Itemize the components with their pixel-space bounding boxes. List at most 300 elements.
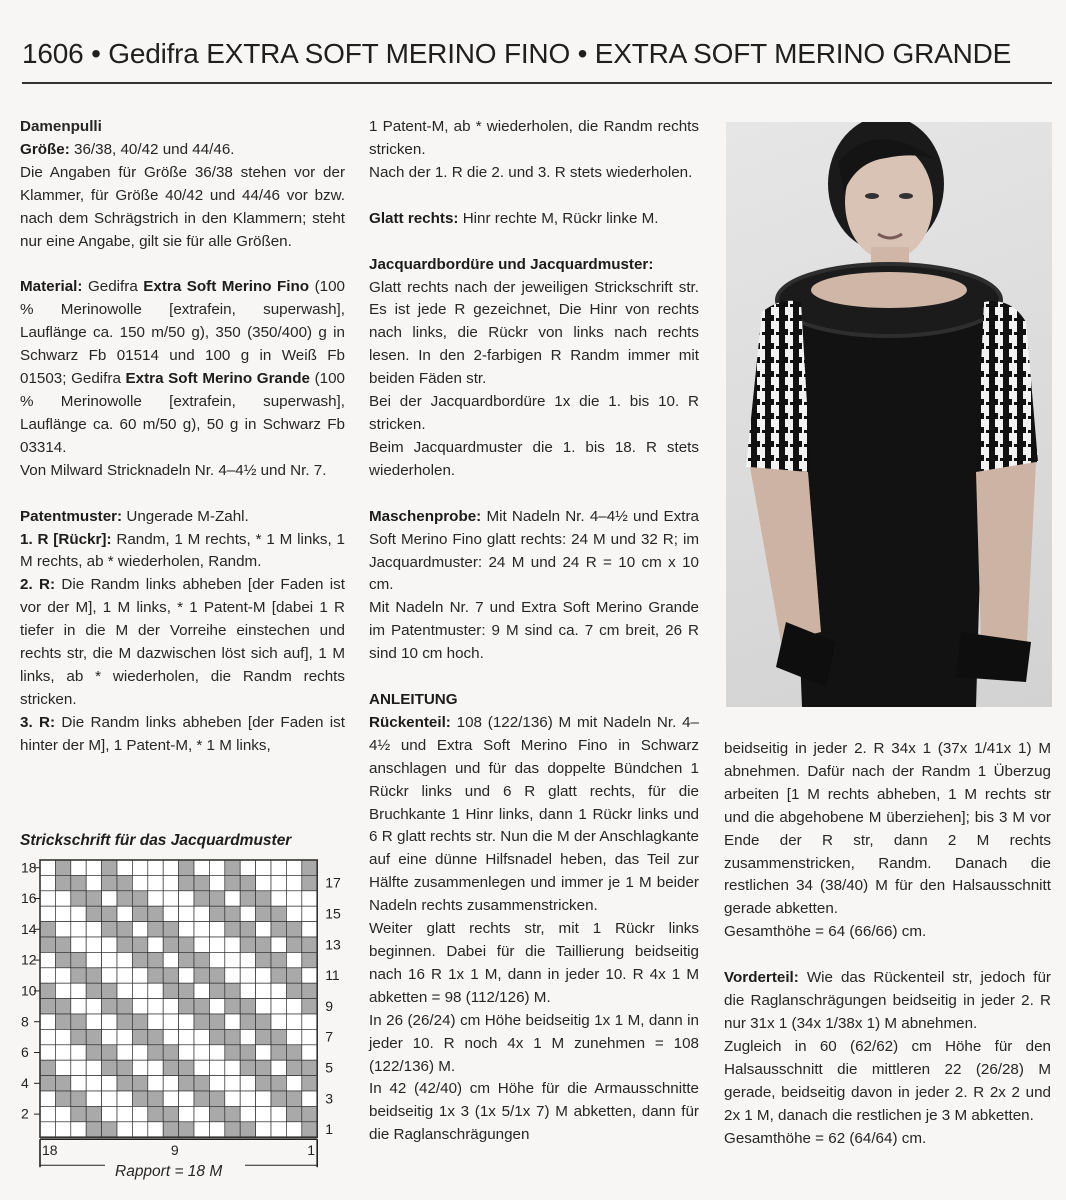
- chart-cell: [240, 968, 255, 983]
- patent-cont-text: 1 Patent-M, ab * wiederholen, die Randm rechts stricken.: [369, 118, 699, 158]
- chart-cell: [71, 1091, 86, 1106]
- chart-cell: [302, 937, 317, 952]
- chart-cell: [302, 1076, 317, 1091]
- chart-cell: [40, 891, 55, 906]
- chart-cell: [302, 1045, 317, 1060]
- chart-cell: [163, 1029, 178, 1044]
- chart-cell: [271, 1045, 286, 1060]
- chart-cell: [302, 906, 317, 921]
- chart-cell: [240, 875, 255, 890]
- column-3: [724, 738, 1051, 1150]
- chart-cell: [225, 1029, 240, 1044]
- chart-cell: [271, 1091, 286, 1106]
- chart-cell: [286, 1045, 301, 1060]
- chart-cell: [132, 968, 147, 983]
- chart-cell: [271, 968, 286, 983]
- chart-cell: [194, 1076, 209, 1091]
- chart-cell: [117, 1014, 132, 1029]
- chart-cell: [117, 937, 132, 952]
- chart-cell: [86, 906, 101, 921]
- chart-cell: [117, 1122, 132, 1137]
- chart-cell: [148, 922, 163, 937]
- patent-line: Patentmuster: Ungerade M-Zahl.: [20, 507, 249, 525]
- chart-cell: [132, 1106, 147, 1121]
- chart-cell: [71, 1045, 86, 1060]
- needles-text: Von Milward Stricknadeln Nr. 4–4½ und Nr. 7.: [20, 461, 327, 479]
- chart-cell: [71, 1122, 86, 1137]
- chart-cell: [225, 1106, 240, 1121]
- hoehe42-text: In 42 (42/40) cm Höhe für die Armausschnitte beidseitig 1x 3 (1x 5/1x 7) M abketten, dann für die Raglanschrägungen: [369, 1080, 699, 1144]
- chart-cell: [132, 1060, 147, 1075]
- chart-cell: [302, 983, 317, 998]
- chart-cell: [102, 1060, 117, 1075]
- chart-left-label: 6: [21, 1044, 29, 1061]
- chart-cell: [286, 1014, 301, 1029]
- chart-cell: [40, 922, 55, 937]
- chart-cell: [163, 860, 178, 875]
- probe-text-2: Mit Nadeln Nr. 7 und Extra Soft Merino Grande im Patentmuster: 9 M sind ca. 7 cm breit, 26 R sind 10 cm hoch.: [369, 599, 699, 663]
- chart-cell: [71, 891, 86, 906]
- chart-right-label: 9: [325, 997, 333, 1014]
- chart-cell: [256, 968, 271, 983]
- chart-cell: [256, 937, 271, 952]
- chart-cell: [194, 860, 209, 875]
- chart-cell: [117, 1091, 132, 1106]
- chart-cell: [132, 891, 147, 906]
- chart-cell: [271, 983, 286, 998]
- chart-cell: [132, 875, 147, 890]
- chart-cell: [256, 1091, 271, 1106]
- chart-cell: [256, 906, 271, 921]
- chart-cell: [86, 999, 101, 1014]
- chart-cell: [117, 999, 132, 1014]
- chart-cell: [148, 1029, 163, 1044]
- chart-cell: [86, 891, 101, 906]
- chart-cell: [240, 999, 255, 1014]
- chart-cell: [71, 952, 86, 967]
- chart-cell: [271, 922, 286, 937]
- chart-cell: [286, 891, 301, 906]
- chart-cell: [102, 983, 117, 998]
- title-rule: [22, 82, 1052, 84]
- chart-cell: [55, 999, 70, 1014]
- chart-cell: [209, 891, 224, 906]
- chart-cell: [286, 860, 301, 875]
- chart-cell: [148, 1076, 163, 1091]
- chart-cell: [286, 1091, 301, 1106]
- chart-cell: [40, 1122, 55, 1137]
- chart-cell: [286, 1106, 301, 1121]
- chart-cell: [148, 906, 163, 921]
- size-line: Größe: 36/38, 40/42 und 44/46.: [20, 140, 235, 158]
- chart-cell: [209, 999, 224, 1014]
- chart-cell: [86, 1060, 101, 1075]
- chart-cell: [179, 1091, 194, 1106]
- chart-bottom-label: 9: [170, 1142, 179, 1159]
- chart-cell: [40, 875, 55, 890]
- chart-cell: [240, 1076, 255, 1091]
- chart-cell: [271, 1014, 286, 1029]
- chart-cell: [256, 999, 271, 1014]
- chart-cell: [194, 983, 209, 998]
- chart-cell: [194, 1014, 209, 1029]
- chart-cell: [102, 891, 117, 906]
- chart-left-label: 16: [21, 890, 37, 907]
- chart-cell: [194, 968, 209, 983]
- chart-cell: [302, 1106, 317, 1121]
- chart-cell: [71, 999, 86, 1014]
- chart-cell: [55, 983, 70, 998]
- chart-cell: [194, 1045, 209, 1060]
- chart-cell: [194, 906, 209, 921]
- rapport-label: Rapport = 18 M: [115, 1163, 223, 1180]
- chart-cell: [225, 891, 240, 906]
- chart-cell: [102, 860, 117, 875]
- chart-right-label: 11: [325, 967, 340, 984]
- chart-cell: [240, 1106, 255, 1121]
- muster-text: Beim Jacquardmuster die 1. bis 18. R stets wiederholen.: [369, 438, 699, 479]
- model-photo: [726, 122, 1052, 707]
- chart-cell: [302, 952, 317, 967]
- chart-cell: [86, 1106, 101, 1121]
- chart-cell: [148, 1060, 163, 1075]
- chart-cell: [55, 891, 70, 906]
- chart-cell: [271, 1122, 286, 1137]
- chart-cell: [271, 891, 286, 906]
- chart-cell: [86, 922, 101, 937]
- chart-cell: [132, 952, 147, 967]
- chart-cell: [240, 937, 255, 952]
- chart-cell: [209, 906, 224, 921]
- chart-cell: [117, 875, 132, 890]
- chart-cell: [86, 1122, 101, 1137]
- jacquard-heading: Jacquardbordüre und Jacquardmuster:: [369, 255, 654, 273]
- chart-cell: [179, 1045, 194, 1060]
- chart-cell: [271, 1029, 286, 1044]
- chart-cell: [302, 922, 317, 937]
- chart-cell: [40, 1014, 55, 1029]
- chart-cell: [194, 937, 209, 952]
- chart-cell: [55, 1122, 70, 1137]
- chart-cell: [55, 860, 70, 875]
- chart-cell: [132, 1029, 147, 1044]
- chart-cell: [302, 1122, 317, 1137]
- chart-cell: [86, 1045, 101, 1060]
- chart-cell: [40, 983, 55, 998]
- chart-cell: [209, 1045, 224, 1060]
- chart-cell: [209, 1014, 224, 1029]
- chart-cell: [71, 1060, 86, 1075]
- chart-cell: [117, 952, 132, 967]
- chart-cell: [40, 860, 55, 875]
- chart-cell: [194, 1091, 209, 1106]
- chart-cell: [209, 952, 224, 967]
- chart-cell: [55, 1076, 70, 1091]
- chart-cell: [71, 968, 86, 983]
- chart-cell: [71, 937, 86, 952]
- total-height-text: Gesamthöhe = 64 (66/66) cm.: [724, 923, 927, 941]
- chart-cell: [240, 906, 255, 921]
- chart-cell: [117, 1076, 132, 1091]
- chart-cell: [179, 1014, 194, 1029]
- chart-cell: [179, 983, 194, 998]
- raglan-cont-text: beidseitig in jeder 2. R 34x 1 (37x 1/41x 1) M abnehmen. Dafür nach der Randm 1 Überzug arbeiten [1 M rechts abheben, 1 M rechts str und die abgehobene M überziehen]; bis 3 M vor Ende der R str, dann 2 M rechts zusammenstricken, Randm. Danach die restlichen 34 (38/40) M für den Halsausschnitt gerade abketten.: [724, 740, 1051, 918]
- chart-cell: [225, 1060, 240, 1075]
- chart-cell: [132, 983, 147, 998]
- chart-cell: [225, 1122, 240, 1137]
- chart-cell: [40, 906, 55, 921]
- chart-cell: [271, 1106, 286, 1121]
- chart-cell: [240, 1122, 255, 1137]
- chart-cell: [102, 1014, 117, 1029]
- chart-cell: [40, 937, 55, 952]
- chart-cell: [209, 937, 224, 952]
- chart-cell: [102, 937, 117, 952]
- chart-cell: [271, 906, 286, 921]
- chart-cell: [86, 875, 101, 890]
- chart-cell: [209, 983, 224, 998]
- chart-cell: [163, 952, 178, 967]
- chart-cell: [179, 968, 194, 983]
- chart-cell: [148, 968, 163, 983]
- chart-cell: [71, 1106, 86, 1121]
- chart-cell: [132, 1014, 147, 1029]
- chart-cell: [148, 983, 163, 998]
- chart-cell: [148, 891, 163, 906]
- chart-cell: [102, 968, 117, 983]
- chart-cell: [271, 952, 286, 967]
- chart-cell: [225, 922, 240, 937]
- size-text: Die Angaben für Größe 36/38 stehen vor der Klammer, für Größe 40/42 und 44/46 vor bzw. nach dem Schrägstrich in den Klammern; steht nur eine Angabe, gilt sie für alle Größen.: [20, 163, 345, 250]
- chart-cell: [194, 952, 209, 967]
- chart-cell: [225, 1076, 240, 1091]
- row3-text: 3. R: Die Randm links abheben [der Faden ist hinter der M], 1 Patent-M, * 1 M links,: [20, 713, 345, 754]
- chart-cell: [163, 1014, 178, 1029]
- chart-cell: [55, 1014, 70, 1029]
- chart-cell: [179, 860, 194, 875]
- chart-cell: [240, 952, 255, 967]
- chart-cell: [71, 1029, 86, 1044]
- chart-cell: [117, 1029, 132, 1044]
- row2-text: 2. R: Die Randm links abheben [der Faden ist vor der M], 1 M links, * 1 Patent-M [dabei 1 R tiefer in die M der Vorreihe einstechen und rechts str, die M dazwischen löst sich auf], 1 M links, ab * wiederholen, die Randm rechts stricken.: [20, 576, 345, 708]
- chart-cell: [86, 860, 101, 875]
- chart-cell: [225, 860, 240, 875]
- chart-cell: [209, 922, 224, 937]
- chart-cell: [179, 891, 194, 906]
- chart-left-label: 4: [21, 1074, 29, 1091]
- chart-cell: [271, 860, 286, 875]
- chart-cell: [240, 983, 255, 998]
- chart-cell: [55, 968, 70, 983]
- row1-text: 1. R [Rückr]: Randm, 1 M rechts, * 1 M links, 1 M rechts, ab * wiederholen, Randm.: [20, 530, 345, 571]
- chart-cell: [256, 1076, 271, 1091]
- chart-cell: [209, 875, 224, 890]
- chart-cell: [148, 937, 163, 952]
- chart-cell: [71, 860, 86, 875]
- chart-cell: [40, 968, 55, 983]
- chart-cell: [179, 922, 194, 937]
- chart-cell: [209, 1106, 224, 1121]
- chart-cell: [286, 952, 301, 967]
- chart-cell: [256, 1014, 271, 1029]
- chart-cell: [286, 922, 301, 937]
- chart-cell: [40, 1076, 55, 1091]
- chart-cell: [102, 906, 117, 921]
- chart-cell: [302, 968, 317, 983]
- chart-cell: [302, 860, 317, 875]
- chart-cell: [163, 875, 178, 890]
- chart-cell: [55, 1091, 70, 1106]
- chart-bottom-label: 1: [307, 1142, 315, 1159]
- vorderteil-text: Vorderteil: Wie das Rückenteil str, jedoch für die Raglanschrägungen beidseitig in jeder 2. R nur 31x 1 (34x 1/38x 1) M abnehmen.: [724, 969, 1051, 1032]
- chart-cell: [86, 1029, 101, 1044]
- chart-cell: [194, 891, 209, 906]
- chart-cell: [271, 999, 286, 1014]
- chart-cell: [225, 937, 240, 952]
- chart-cell: [102, 999, 117, 1014]
- section-heading: Damenpulli: [20, 118, 102, 135]
- chart-cell: [256, 1122, 271, 1137]
- chart-right-label: 1: [325, 1121, 333, 1138]
- chart-cell: [86, 1014, 101, 1029]
- chart-cell: [256, 952, 271, 967]
- chart-cell: [148, 952, 163, 967]
- chart-cell: [240, 1045, 255, 1060]
- anleitung-heading: ANLEITUNG: [369, 691, 458, 709]
- chart-cell: [209, 1122, 224, 1137]
- chart-cell: [271, 1076, 286, 1091]
- chart-cell: [71, 875, 86, 890]
- chart-cell: [163, 891, 178, 906]
- chart-cell: [209, 1091, 224, 1106]
- chart-cell: [240, 1029, 255, 1044]
- chart-cell: [256, 922, 271, 937]
- chart-cell: [55, 906, 70, 921]
- chart-cell: [55, 1106, 70, 1121]
- chart-cell: [240, 1091, 255, 1106]
- chart-cell: [163, 999, 178, 1014]
- chart-title: Strickschrift für das Jacquardmuster: [20, 832, 292, 849]
- chart-cell: [163, 1091, 178, 1106]
- column-1: [20, 116, 345, 758]
- chart-cell: [194, 875, 209, 890]
- chart-cell: [132, 999, 147, 1014]
- chart-cell: [148, 1122, 163, 1137]
- chart-cell: [55, 952, 70, 967]
- bordure-text: Bei der Jacquardbordüre 1x die 1. bis 10. R stricken.: [369, 393, 699, 433]
- model-illustration: [726, 122, 1052, 707]
- chart-cell: [302, 1014, 317, 1029]
- chart-cell: [55, 937, 70, 952]
- chart-cell: [302, 999, 317, 1014]
- chart-cell: [71, 1014, 86, 1029]
- chart-cell: [163, 937, 178, 952]
- chart-cell: [163, 906, 178, 921]
- chart-cell: [271, 1060, 286, 1075]
- weiter-text: Weiter glatt rechts str, mit 1 Rückr links beginnen. Dabei für die Taillierung beidseitig nach 16 R 1x 1 M, dann in jeder 10. R 4x 1 M abketten = 98 (112/126) M.: [369, 920, 699, 1006]
- glatt-text: Glatt rechts: Hinr rechte M, Rückr linke M.: [369, 209, 659, 227]
- chart-cell: [102, 922, 117, 937]
- chart-cell: [102, 1045, 117, 1060]
- chart-cell: [40, 1045, 55, 1060]
- chart-cell: [86, 983, 101, 998]
- chart-cell: [40, 1106, 55, 1121]
- material-text: Material: Gedifra Extra Soft Merino Fino (100 % Merinowolle [extrafein, superwash], Lauflänge ca. 150 m/50 g), 350 (350/400) g in Schwarz Fb 01514 und 100 g in Weiß Fb 01503; Gedifra Extra Soft Merino Grande (100 % Merinowolle [extrafein, superwash], Lauflänge ca. 60 m/50 g), 50 g in Schwarz Fb 03314.: [20, 278, 345, 456]
- chart-right-label: 13: [325, 936, 341, 953]
- chart-cell: [117, 968, 132, 983]
- chart-cell: [55, 1060, 70, 1075]
- chart-cell: [163, 968, 178, 983]
- chart-cell: [132, 860, 147, 875]
- chart-cell: [71, 983, 86, 998]
- chart-bottom-label: 18: [42, 1142, 58, 1159]
- chart-cell: [71, 922, 86, 937]
- chart-cell: [240, 1014, 255, 1029]
- chart-border: [40, 860, 317, 1137]
- chart-cell: [86, 1091, 101, 1106]
- chart-cell: [240, 860, 255, 875]
- chart-left-label: 2: [21, 1105, 29, 1122]
- chart-cell: [55, 1045, 70, 1060]
- ruecken-text: Rückenteil: 108 (122/136) M mit Nadeln Nr. 4–4½ und Extra Soft Merino Fino in Schwarz anschlagen und für das doppelte Bündchen 1 Rückr links und 6 R glatt rechts, für die Bruchkante 1 Hinr links, dann 1 Rückr links und 6 R glatt rechts str. Nun die M der Anschlagkante auf eine dünne Hilfsnadel heben, das Teil zur Hälfte zusammenlegen und immer je 1 M beider Nadeln rechts zusammenstricken.: [369, 713, 699, 915]
- chart-cell: [194, 999, 209, 1014]
- chart-right-label: 17: [325, 874, 341, 891]
- chart-cell: [240, 922, 255, 937]
- chart-cell: [102, 875, 117, 890]
- probe-text: Maschenprobe: Mit Nadeln Nr. 4–4½ und Extra Soft Merino Fino glatt rechts: 24 M und 32 R; im Jacquardmuster: 24 M und 24 R = 10 cm x 10 cm.: [369, 507, 699, 594]
- chart-cell: [163, 1076, 178, 1091]
- chart-cell: [40, 1091, 55, 1106]
- chart-cell: [256, 891, 271, 906]
- zugleich-text: Zugleich in 60 (62/62) cm Höhe für den Halsausschnitt die mittleren 22 (26/28) M gerade, beidseitig davon in jeder 2. R 2x 2 und 2x 1 M, danach die restlichen je 3 M abketten.: [724, 1037, 1051, 1124]
- chart-cell: [225, 999, 240, 1014]
- chart-cell: [163, 1045, 178, 1060]
- chart-cell: [132, 1045, 147, 1060]
- chart-cell: [225, 968, 240, 983]
- chart-cell: [148, 999, 163, 1014]
- chart-cell: [286, 1076, 301, 1091]
- chart-cell: [179, 1106, 194, 1121]
- chart-cell: [71, 906, 86, 921]
- chart-cell: [55, 922, 70, 937]
- chart-cell: [55, 875, 70, 890]
- chart-cell: [179, 952, 194, 967]
- chart-cell: [179, 1122, 194, 1137]
- chart-cell: [117, 860, 132, 875]
- chart-cell: [86, 968, 101, 983]
- chart-cell: [194, 922, 209, 937]
- chart-cell: [163, 1060, 178, 1075]
- chart-cell: [102, 952, 117, 967]
- chart-cell: [209, 860, 224, 875]
- chart-cell: [40, 952, 55, 967]
- chart-cell: [256, 1106, 271, 1121]
- chart-right-label: 3: [325, 1090, 333, 1107]
- chart-cell: [148, 1014, 163, 1029]
- chart-cell: [117, 1106, 132, 1121]
- chart-cell: [179, 1029, 194, 1044]
- chart-cell: [194, 1029, 209, 1044]
- chart-cell: [302, 1029, 317, 1044]
- chart-cell: [225, 983, 240, 998]
- chart-cell: [148, 875, 163, 890]
- chart-cell: [148, 1091, 163, 1106]
- chart-cell: [179, 875, 194, 890]
- chart-left-label: 10: [21, 982, 37, 999]
- chart-left-label: 8: [21, 1013, 29, 1030]
- chart-cell: [225, 1014, 240, 1029]
- chart-cell: [271, 937, 286, 952]
